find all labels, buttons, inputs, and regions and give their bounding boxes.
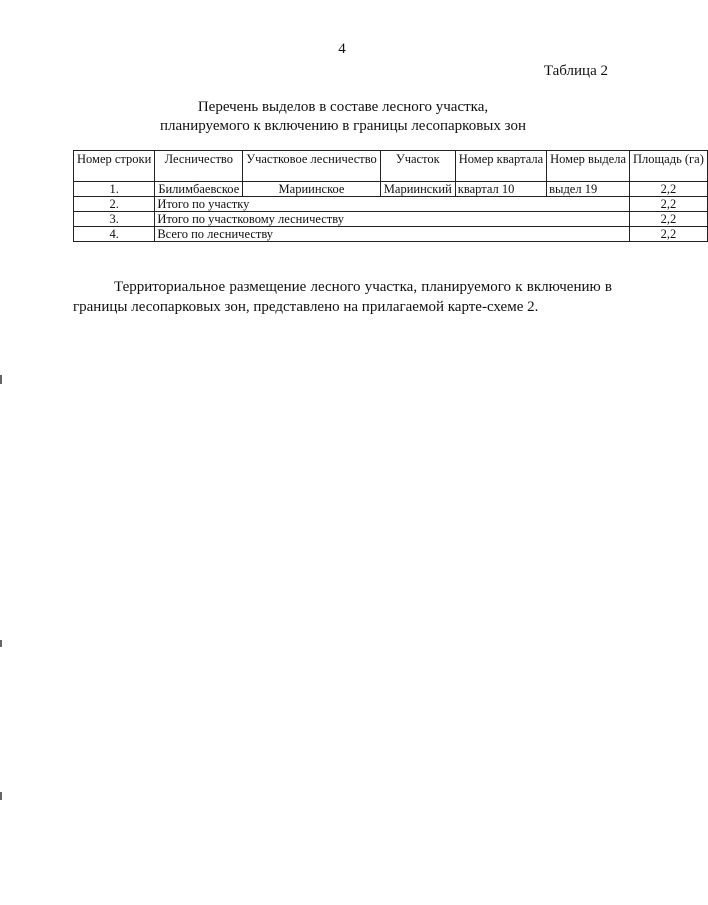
scan-edge-mark — [0, 640, 2, 647]
cell-total-label: Итого по участковому лесничеству — [155, 212, 630, 227]
cell-row-number: 2. — [74, 197, 155, 212]
header-quarter-number: Номер квартала — [455, 151, 546, 182]
scan-edge-mark — [0, 792, 2, 800]
header-plot: Участок — [380, 151, 455, 182]
body-paragraph: Территориальное размещение лесного участка, планируемого к включению в границы лесопарковых зон, представлено на прилагаемой карте-схеме 2. — [73, 279, 612, 315]
cell-row-number: 3. — [74, 212, 155, 227]
table-caption — [120, 98, 566, 136]
table-row-total-district — [74, 212, 708, 227]
cell-district-forestry: Мариинское — [243, 182, 381, 197]
header-area: Площадь (га) — [630, 151, 708, 182]
header-row-number: Номер строки — [74, 151, 155, 182]
cell-total-label: Всего по лесничеству — [155, 227, 630, 242]
table-label: Таблица 2 — [543, 63, 608, 79]
cell-area: 2,2 — [630, 182, 708, 197]
table-row-total-forestry — [74, 227, 708, 242]
page-number: 4 — [338, 41, 346, 57]
cell-row-number: 4. — [74, 227, 155, 242]
header-forestry: Лесничество — [155, 151, 243, 182]
header-section-number: Номер выдела — [547, 151, 630, 182]
caption-line-1: Перечень выделов в составе лесного участка, — [197, 99, 489, 115]
scan-edge-mark — [0, 375, 2, 384]
cell-area: 2,2 — [630, 197, 708, 212]
table-row-total-plot — [74, 197, 708, 212]
cell-total-label: Итого по участку — [155, 197, 630, 212]
cell-area: 2,2 — [630, 227, 708, 242]
cell-section: выдел 19 — [547, 182, 630, 197]
cell-row-number: 1. — [74, 182, 155, 197]
table-header-row — [74, 151, 708, 182]
sections-table — [73, 150, 708, 242]
cell-quarter: квартал 10 — [455, 182, 546, 197]
cell-area: 2,2 — [630, 212, 708, 227]
cell-plot: Мариинский — [380, 182, 455, 197]
table-row — [74, 182, 708, 197]
cell-forestry: Билимбаевское — [155, 182, 243, 197]
caption-line-2: планируемого к включению в границы лесопарковых зон — [160, 118, 526, 134]
header-district-forestry: Участковое лесничество — [243, 151, 381, 182]
